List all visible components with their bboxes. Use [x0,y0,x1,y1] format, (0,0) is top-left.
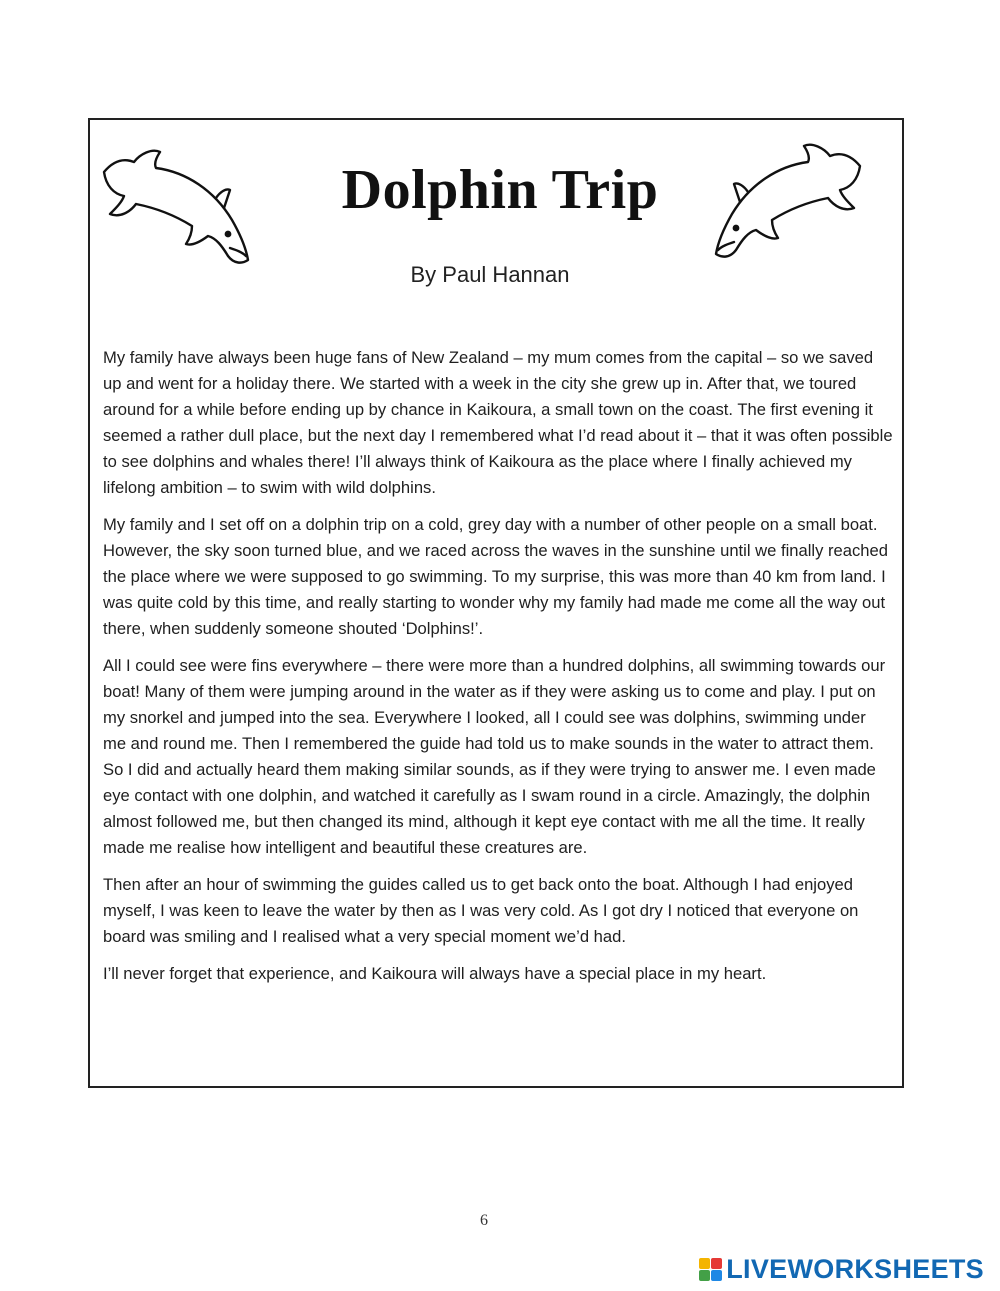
story-paragraph-5: I’ll never forget that experience, and Kaikoura will always have a special place in my heart. [103,964,767,983]
author-byline: By Paul Hannan [410,262,570,287]
brand-name: LIVEWORKSHEETS [726,1254,984,1284]
logo-square-4 [711,1270,722,1281]
worksheet-title: Dolphin Trip [341,159,659,221]
logo-square-2 [711,1258,722,1269]
story-paragraph-2: My family and I set off on a dolphin trip on a cold, grey day with a number of other people on a small boat. However, the sky soon turned blue, and we raced across the waves in the sunshine until we finally reached the place where we were supposed to go swimming. To my surprise, this was more than 40 km from land. I was quite cold by this time, and really starting to wonder why my family had made me come all the way out there, when suddenly someone shouted ‘Dolphins!’. [103,515,888,638]
liveworksheets-logo-icon [699,1258,722,1281]
logo-square-1 [699,1258,710,1269]
story-body [103,345,893,998]
story-paragraph-4: Then after an hour of swimming the guides called us to get back onto the boat. Although I had enjoyed myself, I was keen to leave the water by then as I was very cold. As I got dry I noticed that everyone on board was smiling and I realised what a very special moment we’d had. [103,875,859,946]
page-number: 6 [480,1212,488,1229]
logo-square-3 [699,1270,710,1281]
story-paragraph-3: All I could see were fins everywhere – there were more than a hundred dolphins, all swimming towards our boat! Many of them were jumping around in the water as if they were asking us to come and play. I put on my snorkel and jumped into the sea. Everywhere I looked, all I could see was dolphins, swimming under me and round me. Then I remembered the guide had told us to make sounds in the water to attract them. So I did and actually heard them making similar sounds, as if they were trying to answer me. I even made eye contact with one dolphin, and watched it carefully as I swam round in a circle. Amazingly, the dolphin almost followed me, but then changed its mind, although it kept eye contact with me all the time. It really made me realise how intelligent and beautiful these creatures are. [103,656,886,857]
liveworksheets-brand[interactable] [699,1256,984,1283]
story-paragraph-1: My family have always been huge fans of New Zealand – my mum comes from the capital – so we saved up and went for a holiday there. We started with a week in the city she grew up in. After that, we toured around for a while before ending up by chance in Kaikoura, a small town on the coast. The first evening it seemed a rather dull place, but the next day I remembered what I’d read about it – that it was often possible to see dolphins and whales there! I’ll always think of Kaikoura as the place where I finally achieved my lifelong ambition – to swim with wild dolphins. [103,348,893,497]
